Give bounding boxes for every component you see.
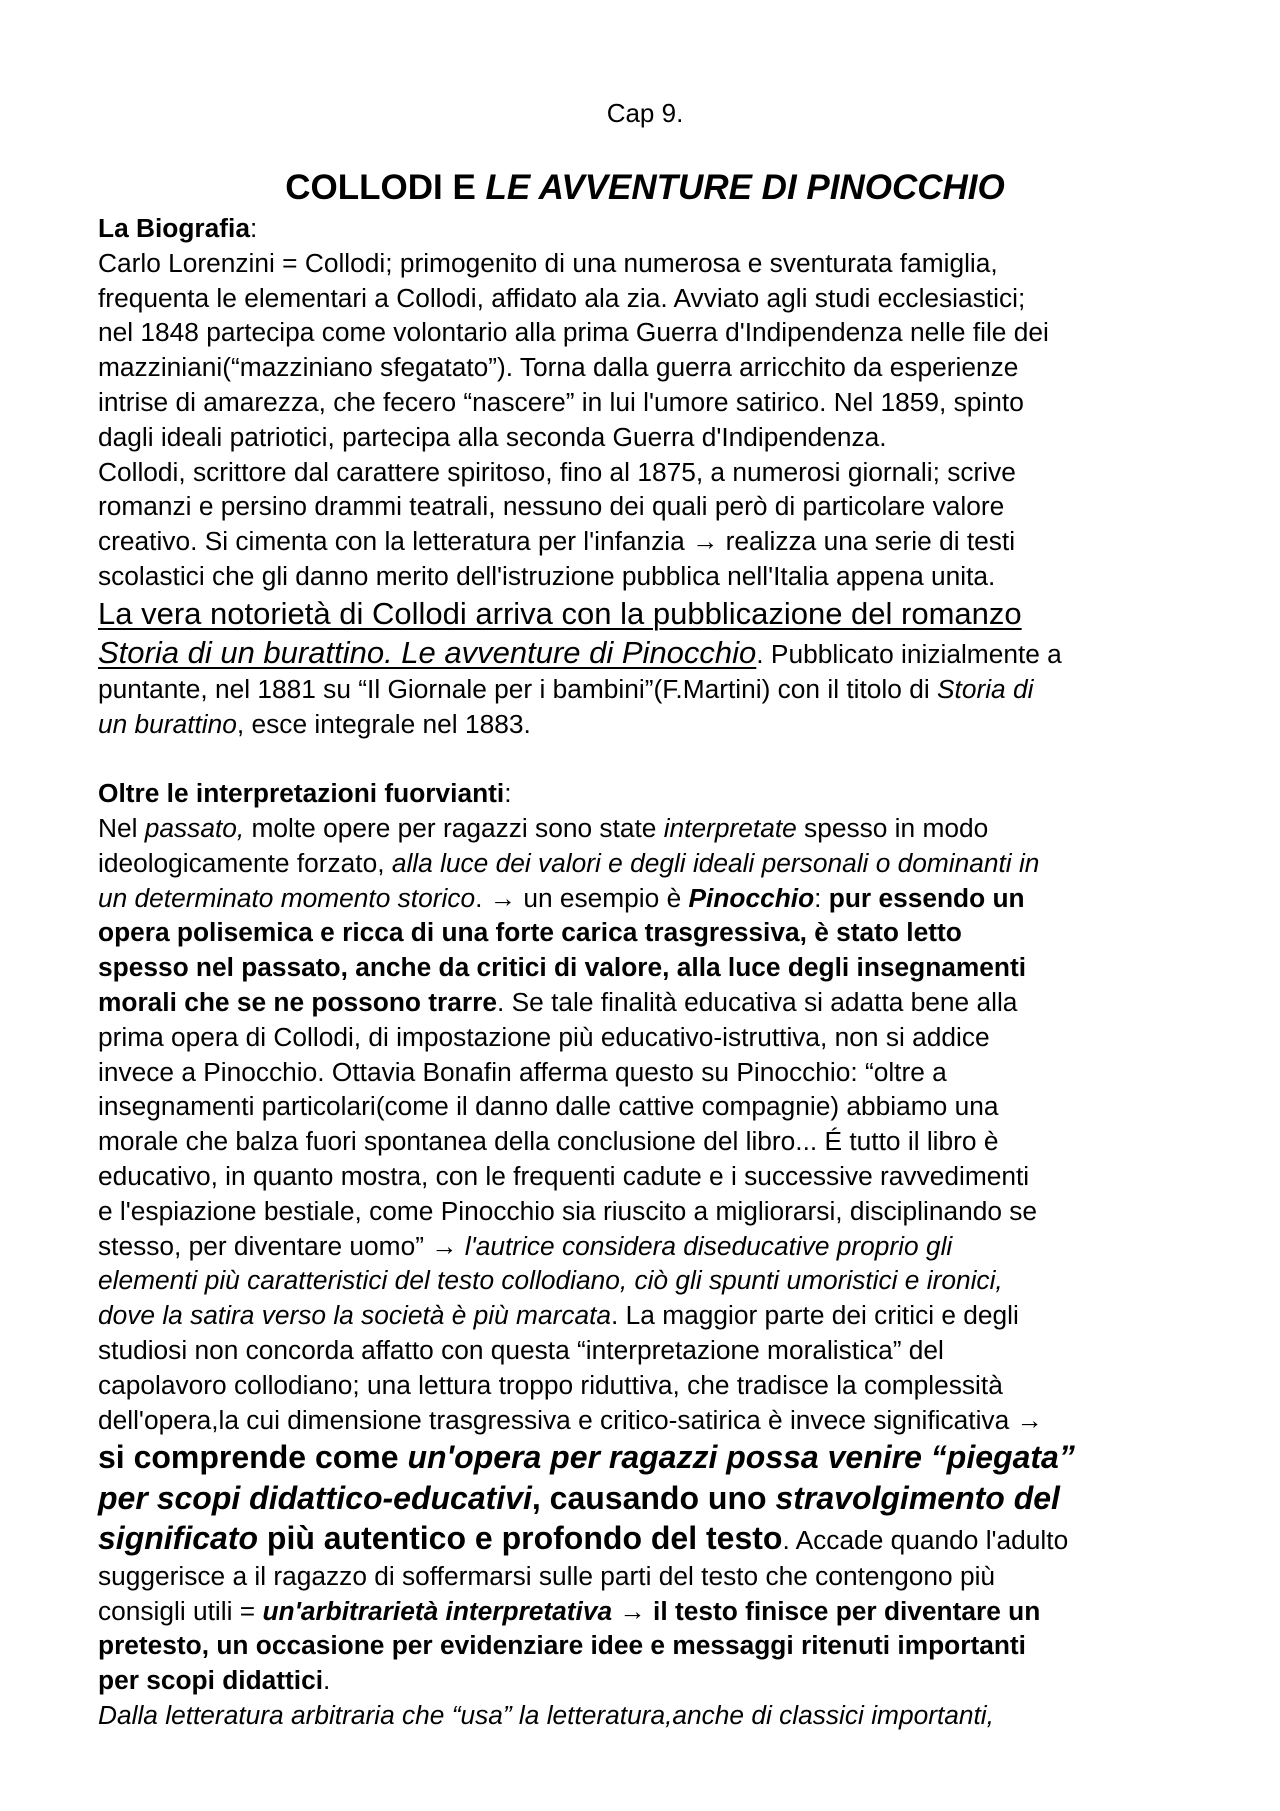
paragraph-line: creativo. Si cimenta con la letteratura per l'infanzia → realizza una serie di testi — [98, 526, 1016, 557]
paragraph-line: ideologicamente forzato, alla luce dei valori e degli ideali personali o dominanti in — [98, 847, 1040, 878]
paragraph-line: dagli ideali patriotici, partecipa alla seconda Guerra d'Indipendenza. — [98, 421, 887, 452]
paragraph-line: educativo, in quanto mostra, con le frequenti cadute e i successive ravvedimenti — [98, 1160, 1030, 1191]
paragraph-line: si comprende come un'opera per ragazzi possa venire “piegata” — [98, 1439, 1075, 1476]
paragraph-line: dove la satira verso la società è più marcata. La maggior parte dei critici e degli — [98, 1300, 1019, 1331]
paragraph-line: mazziniani(“mazziniano sfegatato”). Torna dalla guerra arricchito da esperienze — [98, 352, 1019, 383]
paragraph-line: suggerisce a il ragazzo di soffermarsi sulle parti del testo che contengono più — [98, 1560, 996, 1591]
paragraph-line: intrise di amarezza, che fecero “nascere” in lui l'umore satirico. Nel 1859, spinto — [98, 386, 1024, 417]
paragraph-line: e l'espiazione bestiale, come Pinocchio sia riuscito a migliorarsi, disciplinando se — [98, 1195, 1038, 1226]
paragraph-line: prima opera di Collodi, di impostazione più educativo-istruttiva, non si addice — [98, 1021, 990, 1052]
paragraph-line: Carlo Lorenzini = Collodi; primogenito di una numerosa e sventurata famiglia, — [98, 247, 998, 278]
paragraph-line: un determinato momento storico. → un esempio è Pinocchio: pur essendo un — [98, 882, 1025, 913]
paragraph-line: Nel passato, molte opere per ragazzi sono state interpretate spesso in modo — [98, 812, 989, 843]
paragraph-line: Collodi, scrittore dal carattere spiritoso, fino al 1875, a numerosi giornali; scrive — [98, 456, 1016, 487]
paragraph-line: consigli utili = un'arbitrarietà interpretativa → il testo finisce per diventare un — [98, 1595, 1041, 1626]
title-part-1: COLLODI E — [285, 168, 486, 207]
paragraph-line: stesso, per diventare uomo” → l'autrice considera diseducative proprio gli — [98, 1230, 953, 1261]
paragraph-line: invece a Pinocchio. Ottavia Bonafin afferma questo su Pinocchio: “oltre a — [98, 1056, 947, 1087]
chapter-label: Cap 9. — [606, 98, 684, 128]
paragraph-line: opera polisemica e ricca di una forte carica trasgressiva, è stato letto — [98, 917, 962, 948]
paragraph-line: insegnamenti particolari(come il danno dalle cattive compagnie) abbiamo una — [98, 1091, 999, 1122]
paragraph-line: elementi più caratteristici del testo collodiano, ciò gli spunti umoristici e ironici, — [98, 1265, 1003, 1296]
paragraph-line: dell'opera,la cui dimensione trasgressiva e critico-satirica è invece significativa → — [98, 1404, 1043, 1435]
title-part-2: LE AVVENTURE DI PINOCCHIO — [485, 168, 1005, 207]
paragraph-line: morali che se ne possono trarre. Se tale finalità educativa si adatta bene alla — [98, 986, 1018, 1017]
spacer — [98, 741, 1198, 776]
paragraph-line: nel 1848 partecipa come volontario alla prima Guerra d'Indipendenza nelle file dei — [98, 317, 1049, 348]
paragraph-line: La vera notorietà di Collodi arriva con la pubblicazione del romanzo — [98, 595, 1022, 631]
section-interpretazioni — [98, 776, 1198, 1733]
paragraph-line: puntante, nel 1881 su “Il Giornale per i bambini”(F.Martini) con il titolo di Storia di — [98, 673, 1034, 704]
paragraph-line: capolavoro collodiano; una lettura troppo riduttiva, che tradisce la complessità — [98, 1369, 1003, 1400]
paragraph-line: un burattino, esce integrale nel 1883. — [98, 708, 531, 739]
paragraph-line: studiosi non concorda affatto con questa “interpretazione moralistica” del — [98, 1334, 944, 1365]
paragraph-line: frequenta le elementari a Collodi, affidato ala zia. Avviato agli studi ecclesiastici; — [98, 282, 1026, 313]
paragraph-line: Dalla letteratura arbitraria che “usa” la letteratura,anche di classici importanti, — [98, 1699, 994, 1730]
paragraph-line: romanzi e persino drammi teatrali, nessuno dei quali però di particolare valore — [98, 491, 1005, 522]
paragraph-line: morale che balza fuori spontanea della conclusione del libro... É tutto il libro è — [98, 1126, 999, 1157]
paragraph-line: scolastici che gli danno merito dell'istruzione pubblica nell'Italia appena unita. — [98, 560, 996, 591]
paragraph-line: significato più autentico e profondo del testo. Accade quando l'adulto — [98, 1520, 1069, 1557]
paragraph-line: per scopi didattico-educativi, causando uno stravolgimento del — [98, 1479, 1060, 1516]
page-title — [0, 167, 1280, 209]
paragraph-line: spesso nel passato, anche da critici di valore, alla luce degli insegnamenti — [98, 952, 1027, 983]
section-heading: La Biografia: — [98, 213, 258, 243]
section-heading: Oltre le interpretazioni fuorvianti: — [98, 778, 512, 809]
paragraph-line: pretesto, un occasione per evidenziare idee e messaggi ritenuti importanti — [98, 1630, 1026, 1661]
paragraph-line: Storia di un burattino. Le avventure di Pinocchio. Pubblicato inizialmente a — [98, 634, 1062, 670]
paragraph-line: per scopi didattici. — [98, 1665, 331, 1696]
document-body — [98, 211, 1198, 1733]
section-biografia — [98, 211, 1198, 741]
